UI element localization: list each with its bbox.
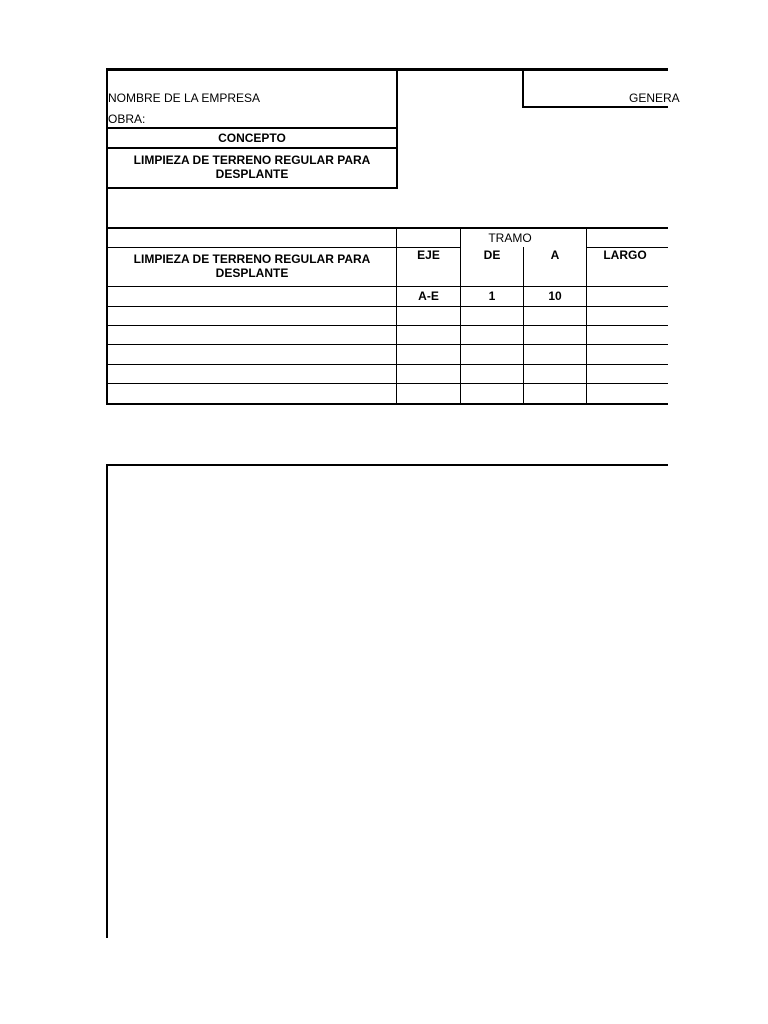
table-row-line-2 [106, 306, 668, 307]
table-row-line-4 [106, 344, 668, 345]
col-header-de: DE [483, 248, 501, 262]
header-right-box-bottom [522, 106, 668, 108]
concept-value: LIMPIEZA DE TERRENO REGULAR PARA DESPLANTE [133, 153, 371, 181]
row-1-a: 10 [548, 289, 562, 303]
row-1-de: 1 [488, 289, 496, 303]
col-header-a: A [550, 248, 560, 262]
table-row-line-5 [106, 364, 668, 365]
table-col-line-3 [523, 247, 524, 404]
table-top-border [106, 227, 668, 229]
concept-mid-border [106, 147, 398, 149]
col-header-eje: EJE [417, 248, 440, 262]
header-top-border [106, 68, 668, 71]
obra-label: OBRA: [108, 112, 146, 126]
concept-bottom-border [106, 187, 398, 189]
table-row-line-6 [106, 383, 668, 384]
table-description: LIMPIEZA DE TERRENO REGULAR PARA DESPLANTE [133, 252, 371, 280]
concept-top-border [106, 127, 398, 129]
company-name-label: NOMBRE DE LA EMPRESA [108, 91, 261, 105]
tramo-header: TRAMO [488, 231, 532, 245]
table-row-line-3 [106, 325, 668, 326]
col-header-largo: LARGO [603, 248, 647, 262]
concept-label: CONCEPTO [218, 131, 286, 145]
lower-box-left-border [106, 464, 108, 938]
lower-box-top-border [106, 464, 668, 466]
table-row-line-1 [106, 286, 668, 287]
table-bottom-border [106, 403, 668, 405]
header-divider-2 [522, 68, 524, 108]
report-title: GENERA [629, 91, 680, 105]
row-1-eje: A-E [418, 289, 439, 303]
